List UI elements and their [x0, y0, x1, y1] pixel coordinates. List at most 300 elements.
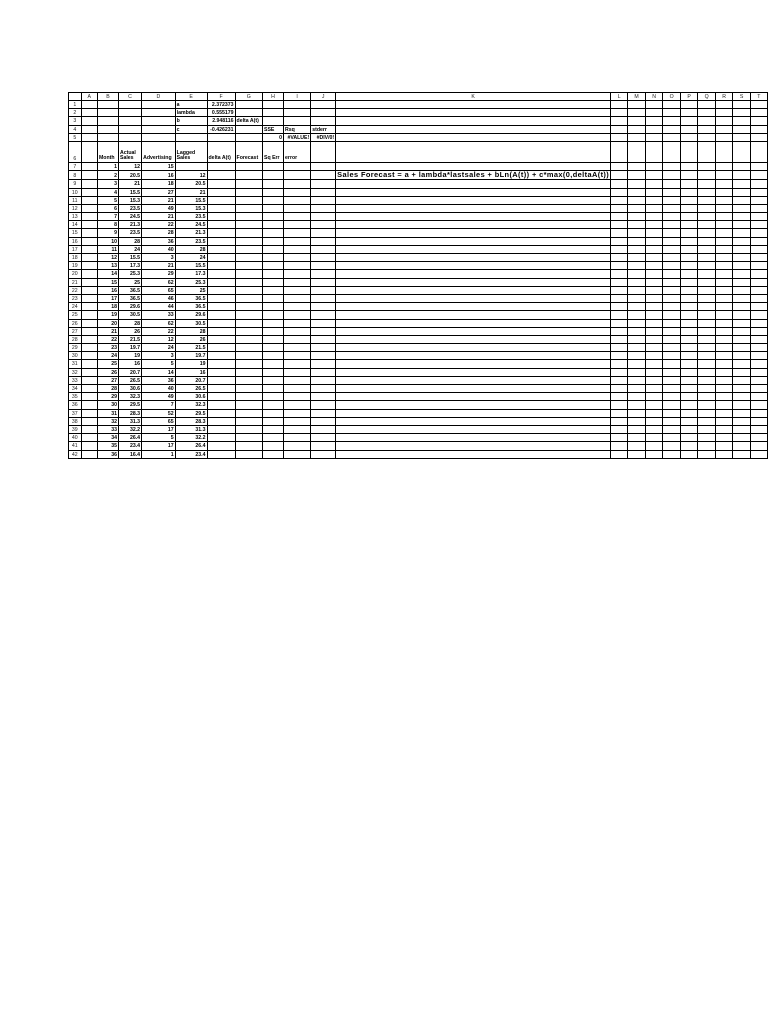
sheet-cell[interactable] — [207, 376, 235, 384]
sheet-cell[interactable] — [611, 101, 628, 109]
sheet-cell[interactable] — [681, 171, 698, 180]
sheet-cell[interactable] — [645, 245, 662, 253]
sheet-cell[interactable] — [336, 141, 611, 162]
sheet-cell[interactable] — [681, 286, 698, 294]
sheet-cell[interactable] — [698, 352, 716, 360]
sheet-cell[interactable] — [733, 162, 750, 170]
sheet-cell[interactable] — [733, 335, 750, 343]
sheet-cell[interactable] — [645, 188, 662, 196]
sheet-cell[interactable] — [611, 141, 628, 162]
sheet-cell[interactable] — [698, 171, 716, 180]
sheet-cell[interactable] — [81, 213, 97, 221]
sheet-cell[interactable] — [81, 417, 97, 425]
sheet-cell[interactable] — [235, 401, 262, 409]
sheet-cell[interactable] — [645, 442, 662, 450]
sheet-cell[interactable] — [97, 109, 118, 117]
sheet-cell[interactable] — [628, 409, 646, 417]
sheet-cell[interactable] — [628, 254, 646, 262]
row-number[interactable]: 12 — [69, 204, 82, 212]
sheet-cell[interactable] — [715, 319, 732, 327]
sheet-cell[interactable] — [311, 294, 336, 302]
sheet-cell[interactable] — [715, 335, 732, 343]
sheet-cell[interactable] — [235, 442, 262, 450]
sheet-cell[interactable] — [663, 311, 681, 319]
sheet-cell[interactable] — [698, 442, 716, 450]
sheet-cell[interactable] — [750, 180, 767, 188]
column-header-m[interactable]: M — [628, 93, 646, 101]
sheet-cell[interactable] — [263, 188, 284, 196]
sheet-cell[interactable] — [97, 133, 118, 141]
sheet-cell[interactable] — [336, 352, 611, 360]
sheet-cell[interactable] — [611, 360, 628, 368]
row-number[interactable]: 33 — [69, 376, 82, 384]
sheet-cell[interactable] — [663, 188, 681, 196]
sheet-cell[interactable] — [235, 162, 262, 170]
sheet-cell[interactable] — [698, 409, 716, 417]
actual-sales-cell[interactable]: 32.2 — [119, 425, 142, 433]
sheet-cell[interactable] — [311, 101, 336, 109]
month-cell[interactable]: 6 — [97, 204, 118, 212]
sheet-cell[interactable] — [311, 180, 336, 188]
lagged-sales-cell[interactable]: 28 — [175, 327, 207, 335]
sheet-cell[interactable] — [750, 442, 767, 450]
sheet-cell[interactable] — [750, 311, 767, 319]
sheet-cell[interactable] — [750, 245, 767, 253]
sheet-cell[interactable] — [207, 162, 235, 170]
sheet-cell[interactable] — [207, 278, 235, 286]
actual-sales-cell[interactable]: 16.4 — [119, 450, 142, 458]
advertising-cell[interactable]: 27 — [142, 188, 176, 196]
sheet-cell[interactable] — [698, 385, 716, 393]
sheet-cell[interactable] — [611, 294, 628, 302]
sheet-cell[interactable] — [645, 213, 662, 221]
sheet-cell[interactable] — [81, 311, 97, 319]
sheet-cell[interactable] — [645, 204, 662, 212]
sheet-cell[interactable] — [81, 188, 97, 196]
sheet-cell[interactable] — [645, 327, 662, 335]
sheet-cell[interactable] — [263, 294, 284, 302]
sheet-cell[interactable] — [81, 101, 97, 109]
sheet-cell[interactable] — [681, 417, 698, 425]
sheet-cell[interactable] — [207, 270, 235, 278]
column-header-l[interactable]: L — [611, 93, 628, 101]
sheet-cell[interactable] — [142, 125, 176, 133]
sheet-cell[interactable] — [645, 221, 662, 229]
sheet-cell[interactable] — [628, 417, 646, 425]
column-header-t[interactable]: T — [750, 93, 767, 101]
sheet-cell[interactable] — [681, 270, 698, 278]
sheet-cell[interactable] — [681, 344, 698, 352]
sheet-cell[interactable] — [336, 221, 611, 229]
sheet-cell[interactable] — [645, 229, 662, 237]
sheet-cell[interactable] — [698, 294, 716, 302]
row-number[interactable]: 18 — [69, 254, 82, 262]
sheet-cell[interactable] — [207, 344, 235, 352]
sheet-cell[interactable] — [750, 393, 767, 401]
sheet-cell[interactable] — [681, 141, 698, 162]
actual-sales-cell[interactable]: 31.3 — [119, 417, 142, 425]
sheet-cell[interactable] — [284, 294, 311, 302]
sheet-cell[interactable] — [628, 327, 646, 335]
sheet-cell[interactable] — [733, 229, 750, 237]
column-header-s[interactable]: S — [733, 93, 750, 101]
advertising-cell[interactable]: 65 — [142, 417, 176, 425]
sheet-cell[interactable] — [733, 141, 750, 162]
sheet-cell[interactable] — [263, 171, 284, 180]
actual-sales-cell[interactable]: 15.3 — [119, 196, 142, 204]
column-header-r[interactable]: R — [715, 93, 732, 101]
sheet-cell[interactable] — [235, 368, 262, 376]
sheet-cell[interactable] — [207, 434, 235, 442]
sheet-cell[interactable] — [81, 294, 97, 302]
actual-sales-cell[interactable]: 21 — [119, 180, 142, 188]
advertising-cell[interactable]: 28 — [142, 229, 176, 237]
sheet-cell[interactable] — [663, 303, 681, 311]
actual-sales-cell[interactable]: 20.7 — [119, 368, 142, 376]
sheet-cell[interactable] — [681, 109, 698, 117]
month-cell[interactable]: 32 — [97, 417, 118, 425]
sheet-cell[interactable] — [681, 278, 698, 286]
sheet-cell[interactable] — [336, 286, 611, 294]
param-label-cell[interactable]: b — [175, 117, 207, 125]
sheet-cell[interactable] — [611, 213, 628, 221]
sheet-cell[interactable] — [235, 303, 262, 311]
sheet-cell[interactable] — [263, 180, 284, 188]
sheet-cell[interactable] — [698, 335, 716, 343]
lagged-sales-cell[interactable]: 28.3 — [175, 417, 207, 425]
sheet-cell[interactable] — [698, 344, 716, 352]
sheet-cell[interactable] — [645, 171, 662, 180]
sheet-cell[interactable] — [263, 221, 284, 229]
actual-sales-cell[interactable]: 36.5 — [119, 294, 142, 302]
sheet-cell[interactable] — [81, 262, 97, 270]
sheet-cell[interactable] — [97, 125, 118, 133]
sheet-cell[interactable] — [235, 133, 262, 141]
sheet-cell[interactable] — [263, 101, 284, 109]
lagged-sales-cell[interactable]: 20.5 — [175, 180, 207, 188]
month-cell[interactable]: 27 — [97, 376, 118, 384]
sheet-cell[interactable] — [645, 393, 662, 401]
sheet-cell[interactable] — [119, 109, 142, 117]
sheet-cell[interactable] — [311, 344, 336, 352]
sheet-cell[interactable] — [336, 425, 611, 433]
param-value-cell[interactable]: 0.555179 — [207, 109, 235, 117]
lagged-sales-cell[interactable]: 21.5 — [175, 344, 207, 352]
actual-sales-cell[interactable]: 25 — [119, 278, 142, 286]
sheet-cell[interactable] — [311, 204, 336, 212]
sheet-cell[interactable] — [715, 360, 732, 368]
sheet-cell[interactable] — [119, 117, 142, 125]
sheet-cell[interactable] — [207, 425, 235, 433]
lagged-sales-cell[interactable]: 30.5 — [175, 319, 207, 327]
sheet-cell[interactable] — [645, 335, 662, 343]
sheet-cell[interactable] — [715, 401, 732, 409]
sheet-cell[interactable] — [311, 385, 336, 393]
row-number[interactable]: 5 — [69, 133, 82, 141]
sheet-cell[interactable] — [663, 221, 681, 229]
sheet-cell[interactable] — [81, 327, 97, 335]
actual-sales-cell[interactable]: 30.5 — [119, 311, 142, 319]
sheet-cell[interactable] — [750, 141, 767, 162]
sheet-cell[interactable] — [698, 204, 716, 212]
advertising-cell[interactable]: 46 — [142, 294, 176, 302]
sheet-cell[interactable] — [663, 125, 681, 133]
sheet-cell[interactable] — [663, 270, 681, 278]
sheet-cell[interactable] — [733, 294, 750, 302]
sheet-cell[interactable] — [81, 245, 97, 253]
month-cell[interactable]: 1 — [97, 162, 118, 170]
sheet-cell[interactable] — [645, 303, 662, 311]
sheet-cell[interactable] — [715, 109, 732, 117]
sheet-cell[interactable] — [733, 376, 750, 384]
sheet-cell[interactable] — [628, 376, 646, 384]
sheet-cell[interactable] — [698, 319, 716, 327]
sheet-cell[interactable] — [628, 286, 646, 294]
actual-sales-cell[interactable]: 36.5 — [119, 286, 142, 294]
sheet-cell[interactable] — [263, 327, 284, 335]
actual-sales-cell[interactable]: 12 — [119, 162, 142, 170]
lagged-sales-cell[interactable]: 26 — [175, 335, 207, 343]
sheet-cell[interactable] — [733, 450, 750, 458]
sheet-cell[interactable] — [81, 442, 97, 450]
sheet-cell[interactable] — [715, 278, 732, 286]
actual-sales-cell[interactable]: 28 — [119, 319, 142, 327]
sheet-cell[interactable] — [311, 213, 336, 221]
sheet-cell[interactable] — [750, 117, 767, 125]
row-number[interactable]: 6 — [69, 141, 82, 162]
month-header[interactable]: Month — [97, 141, 118, 162]
sheet-cell[interactable] — [663, 368, 681, 376]
row-number[interactable]: 22 — [69, 286, 82, 294]
actual-sales-cell[interactable]: 16 — [119, 360, 142, 368]
sheet-cell[interactable] — [336, 229, 611, 237]
sheet-cell[interactable] — [263, 213, 284, 221]
lagged-sales-cell[interactable]: 29.6 — [175, 311, 207, 319]
sheet-cell[interactable] — [645, 425, 662, 433]
row-number[interactable]: 1 — [69, 101, 82, 109]
column-header-k[interactable]: K — [336, 93, 611, 101]
sheet-cell[interactable] — [750, 450, 767, 458]
sheet-cell[interactable] — [263, 409, 284, 417]
month-cell[interactable]: 16 — [97, 286, 118, 294]
sheet-cell[interactable] — [628, 442, 646, 450]
sheet-cell[interactable] — [207, 286, 235, 294]
actual-sales-cell[interactable]: 24.5 — [119, 213, 142, 221]
column-header-j[interactable]: J — [311, 93, 336, 101]
row-number[interactable]: 42 — [69, 450, 82, 458]
actual-sales-cell[interactable]: 28.3 — [119, 409, 142, 417]
sheet-cell[interactable] — [263, 344, 284, 352]
sheet-cell[interactable] — [663, 245, 681, 253]
sheet-cell[interactable] — [235, 196, 262, 204]
sheet-cell[interactable] — [611, 278, 628, 286]
sheet-cell[interactable] — [81, 204, 97, 212]
advertising-cell[interactable]: 52 — [142, 409, 176, 417]
sheet-cell[interactable] — [611, 180, 628, 188]
sheet-cell[interactable] — [81, 303, 97, 311]
sheet-cell[interactable] — [628, 101, 646, 109]
sheet-cell[interactable] — [628, 360, 646, 368]
sheet-cell[interactable] — [698, 425, 716, 433]
sheet-cell[interactable] — [336, 117, 611, 125]
sheet-cell[interactable] — [628, 352, 646, 360]
sse-value-cell[interactable]: 0 — [263, 133, 284, 141]
sheet-cell[interactable] — [698, 401, 716, 409]
error-header[interactable]: error — [284, 141, 311, 162]
actual-sales-cell[interactable]: 24 — [119, 245, 142, 253]
sheet-cell[interactable] — [681, 335, 698, 343]
sheet-cell[interactable] — [81, 109, 97, 117]
sheet-cell[interactable] — [311, 409, 336, 417]
row-number[interactable]: 37 — [69, 409, 82, 417]
sheet-cell[interactable] — [81, 425, 97, 433]
sheet-cell[interactable] — [81, 133, 97, 141]
sheet-cell[interactable] — [235, 360, 262, 368]
sheet-cell[interactable] — [663, 425, 681, 433]
row-number[interactable]: 40 — [69, 434, 82, 442]
sheet-cell[interactable] — [715, 344, 732, 352]
sheet-cell[interactable] — [715, 311, 732, 319]
lagged-sales-cell[interactable]: 36.5 — [175, 303, 207, 311]
sheet-cell[interactable] — [628, 434, 646, 442]
actual-sales-cell[interactable]: 20.5 — [119, 171, 142, 180]
sheet-cell[interactable] — [663, 262, 681, 270]
sheet-cell[interactable] — [645, 376, 662, 384]
sheet-cell[interactable] — [311, 221, 336, 229]
month-cell[interactable]: 7 — [97, 213, 118, 221]
sheet-cell[interactable] — [336, 294, 611, 302]
sheet-cell[interactable] — [681, 133, 698, 141]
sheet-cell[interactable] — [235, 245, 262, 253]
sheet-cell[interactable] — [311, 376, 336, 384]
row-number[interactable]: 14 — [69, 221, 82, 229]
sheet-cell[interactable] — [698, 417, 716, 425]
month-cell[interactable]: 25 — [97, 360, 118, 368]
sheet-cell[interactable] — [81, 450, 97, 458]
sheet-cell[interactable] — [715, 221, 732, 229]
sheet-cell[interactable] — [284, 360, 311, 368]
row-number[interactable]: 4 — [69, 125, 82, 133]
sheet-cell[interactable] — [311, 335, 336, 343]
month-cell[interactable]: 17 — [97, 294, 118, 302]
lagged-sales-cell[interactable]: 15.5 — [175, 196, 207, 204]
sheet-cell[interactable] — [645, 196, 662, 204]
sheet-cell[interactable] — [284, 162, 311, 170]
sheet-cell[interactable] — [311, 417, 336, 425]
sheet-cell[interactable] — [733, 393, 750, 401]
sheet-cell[interactable] — [336, 393, 611, 401]
sheet-cell[interactable] — [611, 425, 628, 433]
actual-sales-cell[interactable]: 21.5 — [119, 335, 142, 343]
rsq-value-cell[interactable]: #VALUE! — [284, 133, 311, 141]
sheet-cell[interactable] — [681, 385, 698, 393]
sheet-cell[interactable] — [628, 204, 646, 212]
sse-label-cell[interactable]: SSE — [263, 125, 284, 133]
month-cell[interactable]: 9 — [97, 229, 118, 237]
sheet-cell[interactable] — [284, 117, 311, 125]
sheet-cell[interactable] — [336, 133, 611, 141]
column-header-q[interactable]: Q — [698, 93, 716, 101]
sheet-cell[interactable] — [645, 125, 662, 133]
advertising-cell[interactable]: 17 — [142, 425, 176, 433]
sheet-cell[interactable] — [235, 204, 262, 212]
sheet-cell[interactable] — [733, 434, 750, 442]
sheet-cell[interactable] — [263, 442, 284, 450]
sheet-cell[interactable] — [284, 221, 311, 229]
lagged-sales-cell[interactable]: 16 — [175, 368, 207, 376]
sheet-cell[interactable] — [207, 133, 235, 141]
sheet-cell[interactable] — [235, 376, 262, 384]
sheet-cell[interactable] — [645, 294, 662, 302]
sheet-cell[interactable] — [81, 286, 97, 294]
advertising-cell[interactable]: 21 — [142, 213, 176, 221]
actual-sales-cell[interactable]: 15.5 — [119, 188, 142, 196]
month-cell[interactable]: 31 — [97, 409, 118, 417]
sheet-cell[interactable] — [611, 303, 628, 311]
sheet-cell[interactable] — [628, 125, 646, 133]
sheet-cell[interactable] — [81, 335, 97, 343]
sheet-cell[interactable] — [663, 278, 681, 286]
sheet-cell[interactable] — [611, 262, 628, 270]
sheet-cell[interactable] — [235, 213, 262, 221]
row-number[interactable]: 13 — [69, 213, 82, 221]
lagged-sales-cell[interactable]: 21.3 — [175, 229, 207, 237]
sheet-cell[interactable] — [611, 109, 628, 117]
sheet-cell[interactable] — [611, 409, 628, 417]
sheet-cell[interactable] — [750, 262, 767, 270]
sheet-cell[interactable] — [750, 303, 767, 311]
row-number[interactable]: 29 — [69, 344, 82, 352]
row-number[interactable]: 24 — [69, 303, 82, 311]
month-cell[interactable]: 8 — [97, 221, 118, 229]
column-header-o[interactable]: O — [663, 93, 681, 101]
sheet-cell[interactable] — [698, 393, 716, 401]
sheet-cell[interactable] — [681, 442, 698, 450]
lagged-sales-cell[interactable]: 20.7 — [175, 376, 207, 384]
sheet-cell[interactable] — [733, 278, 750, 286]
sheet-cell[interactable] — [311, 117, 336, 125]
sheet-cell[interactable] — [142, 109, 176, 117]
sheet-cell[interactable] — [733, 101, 750, 109]
sheet-cell[interactable] — [663, 409, 681, 417]
sheet-cell[interactable] — [750, 188, 767, 196]
actual-sales-cell[interactable]: 26.5 — [119, 376, 142, 384]
sheet-cell[interactable] — [336, 204, 611, 212]
sheet-cell[interactable] — [284, 417, 311, 425]
sheet-cell[interactable] — [611, 311, 628, 319]
sheet-cell[interactable] — [207, 442, 235, 450]
advertising-cell[interactable]: 24 — [142, 344, 176, 352]
sheet-cell[interactable] — [235, 450, 262, 458]
sheet-cell[interactable] — [750, 409, 767, 417]
sheet-cell[interactable] — [628, 109, 646, 117]
sheet-cell[interactable] — [207, 319, 235, 327]
sheet-cell[interactable] — [611, 254, 628, 262]
actual-sales-cell[interactable]: 23.5 — [119, 204, 142, 212]
sheet-cell[interactable] — [663, 286, 681, 294]
month-cell[interactable]: 29 — [97, 393, 118, 401]
sheet-cell[interactable] — [698, 254, 716, 262]
lagged-sales-header[interactable]: Lagged Sales — [175, 141, 207, 162]
sheet-cell[interactable] — [750, 434, 767, 442]
sheet-cell[interactable] — [698, 278, 716, 286]
column-header-g[interactable]: G — [235, 93, 262, 101]
sheet-cell[interactable] — [81, 434, 97, 442]
sheet-cell[interactable] — [235, 237, 262, 245]
sheet-cell[interactable] — [645, 109, 662, 117]
sheet-cell[interactable] — [284, 278, 311, 286]
sheet-cell[interactable] — [207, 294, 235, 302]
